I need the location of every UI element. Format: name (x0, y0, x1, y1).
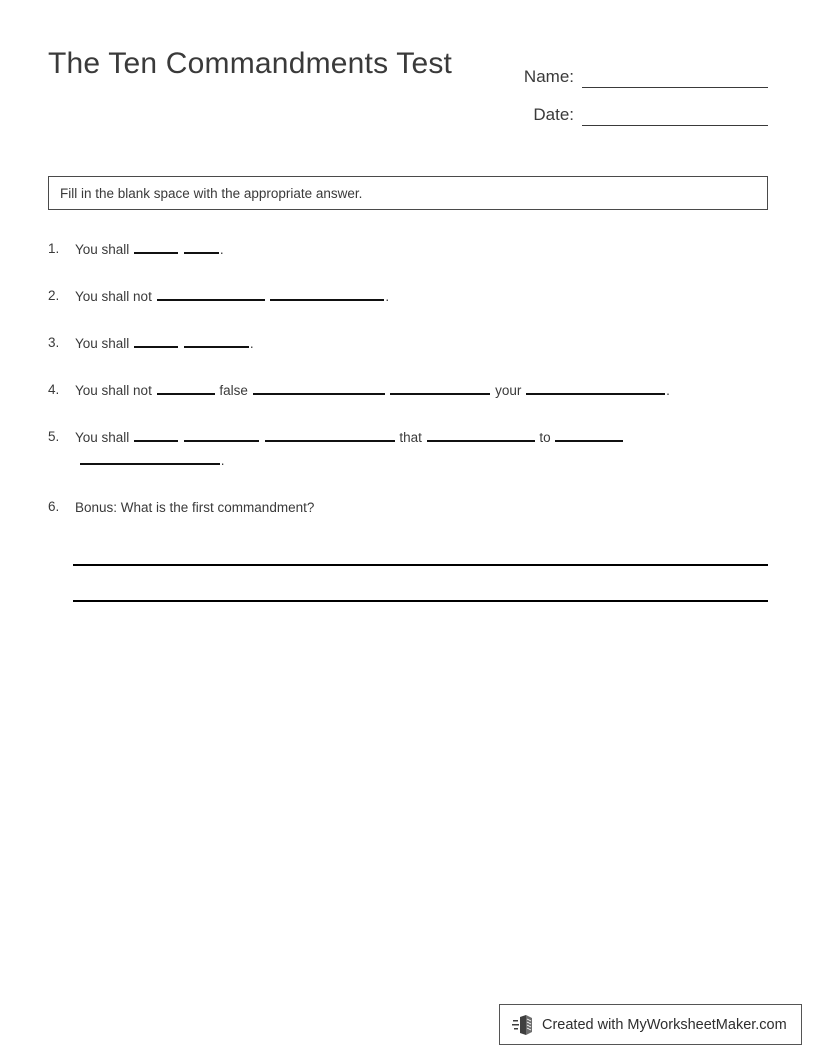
question-body (75, 285, 768, 308)
name-date-fields (468, 50, 768, 126)
question-body (75, 379, 768, 402)
bonus-answer-line[interactable] (73, 530, 768, 566)
answer-blank[interactable] (555, 427, 623, 442)
question-text: . (220, 453, 225, 468)
question-text: false (215, 383, 252, 398)
answer-blank[interactable] (134, 427, 178, 442)
name-label: Name: (523, 67, 574, 86)
question-number: 2. (48, 288, 60, 303)
question-text: You shall (75, 430, 134, 445)
question-item (48, 379, 768, 402)
question-number: 3. (48, 335, 60, 350)
answer-blank[interactable] (80, 450, 220, 465)
question-item (48, 426, 768, 472)
question-item (48, 238, 768, 261)
answer-blank[interactable] (157, 286, 265, 301)
question-body (75, 332, 768, 355)
date-input-line[interactable] (582, 105, 768, 126)
question-body (75, 426, 768, 472)
date-field-row (468, 88, 768, 126)
answer-blank[interactable] (270, 286, 384, 301)
question-text (260, 430, 264, 445)
question-text: . (385, 289, 390, 304)
answer-blank[interactable] (184, 333, 249, 348)
question-item (48, 285, 768, 308)
name-field-row (468, 50, 768, 88)
name-input-line[interactable] (582, 67, 768, 88)
answer-blank[interactable] (134, 333, 178, 348)
answer-blank[interactable] (526, 380, 665, 395)
question-number: 6. (48, 499, 60, 514)
bonus-answer-area (73, 530, 768, 602)
worksheet-header (48, 44, 768, 140)
question-text (179, 336, 183, 351)
question-text (386, 383, 390, 398)
question-text: Bonus: What is the first commandment? (75, 500, 315, 515)
answer-blank[interactable] (184, 239, 219, 254)
question-text (75, 453, 79, 468)
question-text: You shall not (75, 383, 156, 398)
question-text (266, 289, 270, 304)
question-number: 4. (48, 382, 60, 397)
answer-blank[interactable] (184, 427, 259, 442)
date-label: Date: (533, 105, 574, 124)
answer-blank[interactable] (157, 380, 215, 395)
question-number: 1. (48, 241, 60, 256)
question-text: You shall (75, 336, 134, 351)
answer-blank[interactable] (265, 427, 395, 442)
question-text: . (219, 242, 224, 257)
answer-blank[interactable] (253, 380, 385, 395)
question-text: your (491, 383, 526, 398)
questions-list (48, 238, 768, 543)
question-text: You shall not (75, 289, 156, 304)
footer-badge-text: Created with MyWorksheetMaker.com (542, 1016, 787, 1033)
worksheet-maker-logo-icon (512, 1013, 536, 1037)
question-body (75, 238, 768, 261)
question-item (48, 332, 768, 355)
question-text: to (535, 430, 555, 445)
bonus-answer-line[interactable] (73, 566, 768, 602)
instruction-text: Fill in the blank space with the appropriate answer. (60, 185, 363, 201)
answer-blank[interactable] (390, 380, 490, 395)
answer-blank[interactable] (427, 427, 535, 442)
question-text (179, 430, 183, 445)
answer-blank[interactable] (134, 239, 178, 254)
question-text (179, 242, 183, 257)
question-text: . (249, 336, 254, 351)
question-text: . (666, 383, 670, 398)
question-text: that (395, 430, 426, 445)
instruction-box (48, 176, 768, 210)
question-text: You shall (75, 242, 134, 257)
footer-badge[interactable] (499, 1004, 802, 1045)
page-title: The Ten Commandments Test (48, 47, 453, 80)
question-number: 5. (48, 429, 60, 444)
question-body (75, 496, 768, 519)
question-item (48, 496, 768, 519)
